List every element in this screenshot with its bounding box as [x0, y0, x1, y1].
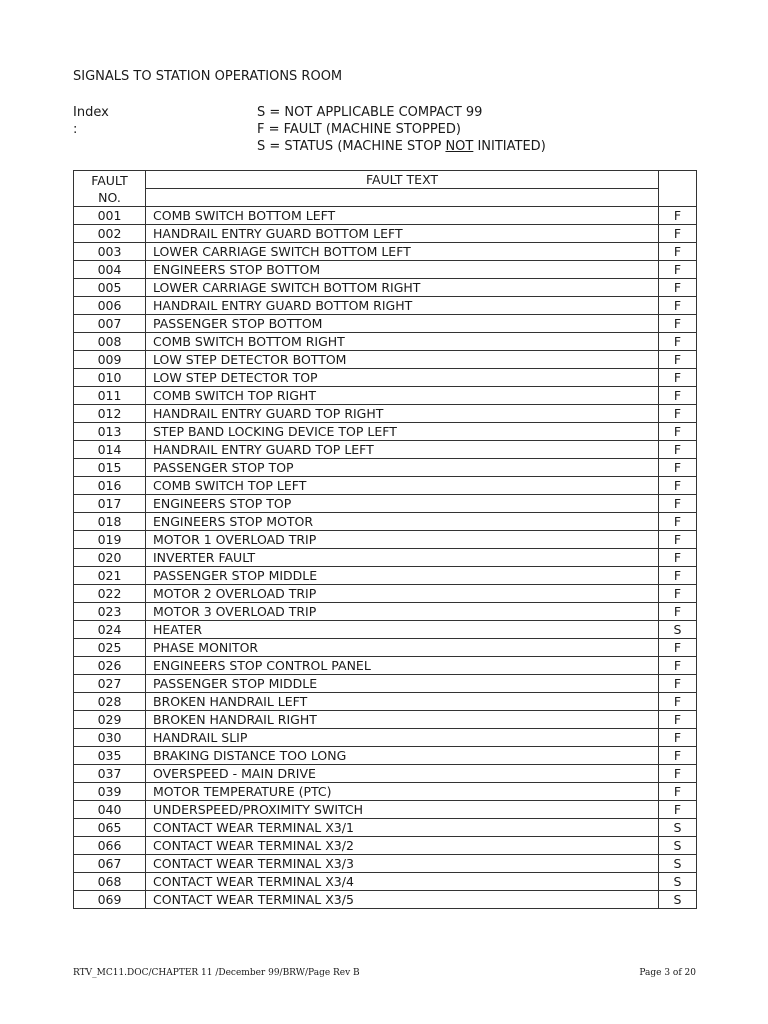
fault-no-cell: 020	[74, 549, 146, 567]
fault-text-cell: HEATER	[146, 621, 659, 639]
fault-code-cell: S	[659, 891, 697, 909]
fault-code-cell: S	[659, 855, 697, 873]
fault-text-cell: PASSENGER STOP TOP	[146, 459, 659, 477]
fault-code-cell: S	[659, 873, 697, 891]
header-code	[659, 171, 697, 207]
fault-text-cell: MOTOR 1 OVERLOAD TRIP	[146, 531, 659, 549]
fault-code-cell: F	[659, 585, 697, 603]
fault-text-cell: PHASE MONITOR	[146, 639, 659, 657]
table-row	[74, 225, 697, 243]
fault-text-cell: COMB SWITCH BOTTOM LEFT	[146, 207, 659, 225]
fault-code-cell: F	[659, 279, 697, 297]
fault-no-cell: 013	[74, 423, 146, 441]
fault-text-cell: COMB SWITCH BOTTOM RIGHT	[146, 333, 659, 351]
fault-code-cell: F	[659, 729, 697, 747]
table-row	[74, 207, 697, 225]
fault-no-cell: 012	[74, 405, 146, 423]
fault-text-cell: CONTACT WEAR TERMINAL X3/5	[146, 891, 659, 909]
fault-code-cell: F	[659, 369, 697, 387]
fault-text-cell: CONTACT WEAR TERMINAL X3/1	[146, 819, 659, 837]
fault-no-cell: 015	[74, 459, 146, 477]
index-lines	[257, 104, 546, 155]
fault-no-cell: 028	[74, 693, 146, 711]
fault-no-cell: 004	[74, 261, 146, 279]
fault-code-cell: F	[659, 441, 697, 459]
fault-no-cell: 005	[74, 279, 146, 297]
fault-no-cell: 011	[74, 387, 146, 405]
fault-text-cell: LOWER CARRIAGE SWITCH BOTTOM LEFT	[146, 243, 659, 261]
fault-text-cell: STEP BAND LOCKING DEVICE TOP LEFT	[146, 423, 659, 441]
fault-code-cell: F	[659, 405, 697, 423]
footer-page-number: Page 3 of 20	[639, 968, 696, 978]
fault-code-cell: S	[659, 819, 697, 837]
table-row	[74, 855, 697, 873]
table-row	[74, 459, 697, 477]
fault-no-cell: 006	[74, 297, 146, 315]
fault-text-cell: HANDRAIL ENTRY GUARD TOP LEFT	[146, 441, 659, 459]
table-row	[74, 243, 697, 261]
fault-text-cell: MOTOR TEMPERATURE (PTC)	[146, 783, 659, 801]
fault-code-cell: F	[659, 423, 697, 441]
status-suffix: INITIATED)	[473, 139, 546, 154]
fault-no-cell: 067	[74, 855, 146, 873]
fault-no-cell: 027	[74, 675, 146, 693]
header-fault-no	[74, 171, 146, 207]
table-row	[74, 837, 697, 855]
table-row	[74, 747, 697, 765]
index-line-status	[257, 138, 546, 155]
table-row	[74, 351, 697, 369]
fault-code-cell: F	[659, 477, 697, 495]
page-heading: SIGNALS TO STATION OPERATIONS ROOM	[73, 69, 343, 84]
status-underlined-not: NOT	[445, 139, 474, 154]
fault-no-cell: 021	[74, 567, 146, 585]
fault-no-cell: 001	[74, 207, 146, 225]
table-row	[74, 621, 697, 639]
table-row	[74, 639, 697, 657]
table-row	[74, 819, 697, 837]
footer-doc-ref: RTV_MC11.DOC/CHAPTER 11 /December 99/BRW/Page Rev B	[73, 968, 360, 978]
table-row	[74, 873, 697, 891]
fault-code-cell: F	[659, 495, 697, 513]
header-fault-no-line1: FAULT	[91, 172, 128, 188]
fault-no-cell: 069	[74, 891, 146, 909]
fault-text-cell: PASSENGER STOP MIDDLE	[146, 675, 659, 693]
fault-code-cell: F	[659, 297, 697, 315]
fault-text-cell: BROKEN HANDRAIL LEFT	[146, 693, 659, 711]
fault-no-cell: 002	[74, 225, 146, 243]
fault-no-cell: 024	[74, 621, 146, 639]
fault-code-cell: F	[659, 675, 697, 693]
table-row	[74, 675, 697, 693]
fault-no-cell: 025	[74, 639, 146, 657]
fault-text-cell: BRAKING DISTANCE TOO LONG	[146, 747, 659, 765]
fault-text-cell: PASSENGER STOP MIDDLE	[146, 567, 659, 585]
fault-no-cell: 014	[74, 441, 146, 459]
fault-no-cell: 068	[74, 873, 146, 891]
table-row	[74, 333, 697, 351]
fault-code-cell: F	[659, 387, 697, 405]
fault-code-cell: F	[659, 351, 697, 369]
table-row	[74, 765, 697, 783]
fault-code-cell: S	[659, 621, 697, 639]
fault-text-cell: CONTACT WEAR TERMINAL X3/4	[146, 873, 659, 891]
fault-code-cell: F	[659, 639, 697, 657]
fault-text-cell: LOW STEP DETECTOR BOTTOM	[146, 351, 659, 369]
fault-text-cell: ENGINEERS STOP BOTTOM	[146, 261, 659, 279]
fault-code-cell: F	[659, 711, 697, 729]
fault-code-cell: F	[659, 225, 697, 243]
fault-code-cell: F	[659, 567, 697, 585]
table-row	[74, 441, 697, 459]
table-row	[74, 513, 697, 531]
fault-code-cell: F	[659, 549, 697, 567]
fault-text-cell: HANDRAIL ENTRY GUARD BOTTOM LEFT	[146, 225, 659, 243]
fault-text-cell: INVERTER FAULT	[146, 549, 659, 567]
fault-no-cell: 003	[74, 243, 146, 261]
fault-code-cell: F	[659, 243, 697, 261]
table-row	[74, 693, 697, 711]
fault-no-cell: 065	[74, 819, 146, 837]
table-row	[74, 387, 697, 405]
table-row	[74, 297, 697, 315]
fault-no-cell: 008	[74, 333, 146, 351]
table-row	[74, 801, 697, 819]
fault-code-cell: F	[659, 657, 697, 675]
table-row	[74, 567, 697, 585]
fault-code-cell: F	[659, 261, 697, 279]
fault-code-cell: S	[659, 837, 697, 855]
fault-no-cell: 039	[74, 783, 146, 801]
fault-no-cell: 029	[74, 711, 146, 729]
fault-text-cell: COMB SWITCH TOP LEFT	[146, 477, 659, 495]
index-line-fault: F = FAULT (MACHINE STOPPED)	[257, 122, 461, 137]
fault-text-cell: PASSENGER STOP BOTTOM	[146, 315, 659, 333]
fault-table	[73, 170, 697, 909]
fault-rows	[74, 207, 697, 909]
fault-code-cell: F	[659, 207, 697, 225]
fault-text-cell: CONTACT WEAR TERMINAL X3/2	[146, 837, 659, 855]
index-label: Index :	[73, 105, 109, 137]
table-row	[74, 711, 697, 729]
fault-no-cell: 040	[74, 801, 146, 819]
fault-no-cell: 066	[74, 837, 146, 855]
fault-no-cell: 018	[74, 513, 146, 531]
fault-no-cell: 017	[74, 495, 146, 513]
fault-code-cell: F	[659, 531, 697, 549]
fault-no-cell: 030	[74, 729, 146, 747]
fault-code-cell: F	[659, 513, 697, 531]
fault-no-cell: 022	[74, 585, 146, 603]
fault-text-cell: HANDRAIL SLIP	[146, 729, 659, 747]
fault-text-cell: UNDERSPEED/PROXIMITY SWITCH	[146, 801, 659, 819]
fault-code-cell: F	[659, 783, 697, 801]
fault-no-cell: 035	[74, 747, 146, 765]
fault-code-cell: F	[659, 801, 697, 819]
table-row	[74, 585, 697, 603]
table-row	[74, 549, 697, 567]
fault-text-cell: LOWER CARRIAGE SWITCH BOTTOM RIGHT	[146, 279, 659, 297]
fault-text-cell: ENGINEERS STOP CONTROL PANEL	[146, 657, 659, 675]
fault-no-cell: 009	[74, 351, 146, 369]
fault-text-cell: HANDRAIL ENTRY GUARD TOP RIGHT	[146, 405, 659, 423]
fault-text-cell: OVERSPEED - MAIN DRIVE	[146, 765, 659, 783]
table-row	[74, 657, 697, 675]
fault-no-cell: 037	[74, 765, 146, 783]
fault-text-cell: MOTOR 2 OVERLOAD TRIP	[146, 585, 659, 603]
fault-text-cell: ENGINEERS STOP MOTOR	[146, 513, 659, 531]
table-row	[74, 423, 697, 441]
fault-text-cell: BROKEN HANDRAIL RIGHT	[146, 711, 659, 729]
fault-text-cell: ENGINEERS STOP TOP	[146, 495, 659, 513]
fault-code-cell: F	[659, 693, 697, 711]
table-row	[74, 891, 697, 909]
fault-no-cell: 023	[74, 603, 146, 621]
fault-code-cell: F	[659, 747, 697, 765]
fault-text-cell: CONTACT WEAR TERMINAL X3/3	[146, 855, 659, 873]
index-line-not-applicable: S = NOT APPLICABLE COMPACT 99	[257, 105, 483, 120]
table-row	[74, 783, 697, 801]
table-row	[74, 729, 697, 747]
table-row	[74, 315, 697, 333]
table-row	[74, 603, 697, 621]
fault-code-cell: F	[659, 315, 697, 333]
fault-code-cell: F	[659, 765, 697, 783]
table-row	[74, 477, 697, 495]
fault-no-cell: 026	[74, 657, 146, 675]
header-fault-text: FAULT TEXT	[146, 171, 659, 189]
fault-code-cell: F	[659, 459, 697, 477]
fault-no-cell: 010	[74, 369, 146, 387]
table-row	[74, 279, 697, 297]
fault-no-cell: 019	[74, 531, 146, 549]
fault-text-cell: MOTOR 3 OVERLOAD TRIP	[146, 603, 659, 621]
fault-text-cell: COMB SWITCH TOP RIGHT	[146, 387, 659, 405]
table-row	[74, 405, 697, 423]
table-row	[74, 369, 697, 387]
fault-code-cell: F	[659, 603, 697, 621]
table-row	[74, 495, 697, 513]
fault-no-cell: 016	[74, 477, 146, 495]
fault-code-cell: F	[659, 333, 697, 351]
table-row	[74, 261, 697, 279]
fault-text-cell: HANDRAIL ENTRY GUARD BOTTOM RIGHT	[146, 297, 659, 315]
fault-text-cell: LOW STEP DETECTOR TOP	[146, 369, 659, 387]
header-fault-text-sub	[146, 189, 659, 207]
table-row	[74, 531, 697, 549]
header-fault-no-line2: NO.	[98, 189, 121, 205]
fault-no-cell: 007	[74, 315, 146, 333]
status-prefix: S = STATUS (MACHINE STOP	[257, 139, 446, 154]
